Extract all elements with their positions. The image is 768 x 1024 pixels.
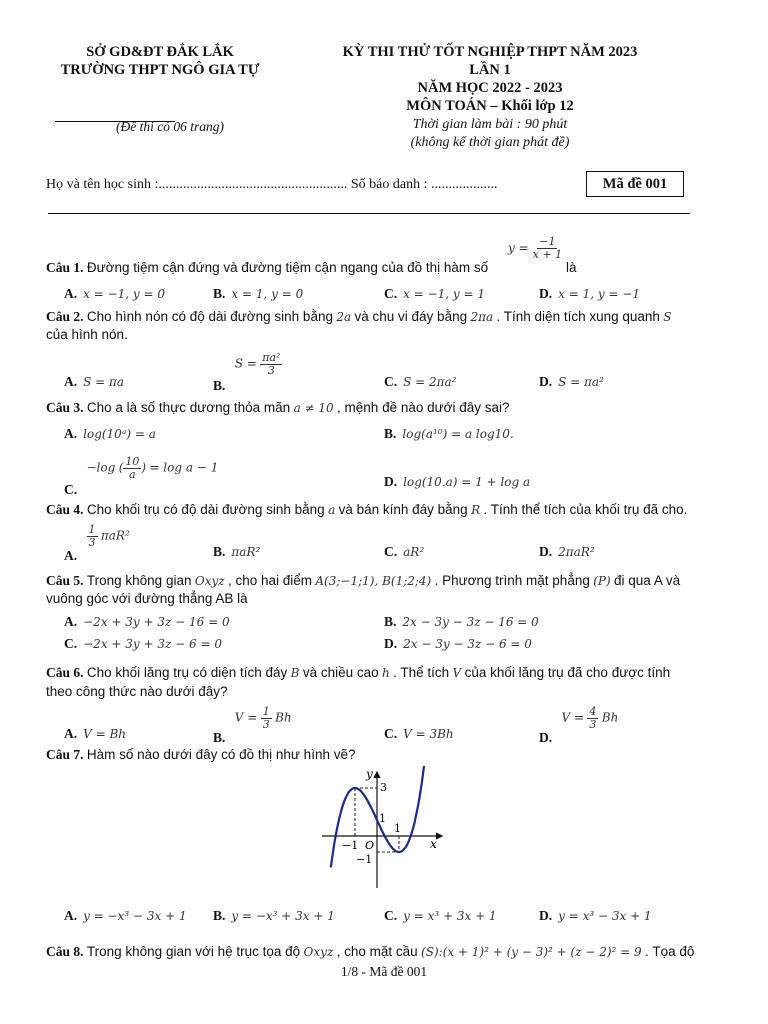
q1-option-b[interactable]: B. x = 1, y = 0 bbox=[213, 286, 304, 301]
q6-option-b[interactable]: B. V = $\frac{1}{3}$ Bh bbox=[213, 705, 292, 745]
question-5-line2: vuông góc với đường thẳng AB là bbox=[46, 591, 248, 606]
dept-name: SỞ GD&ĐT ĐẮK LẮK bbox=[86, 44, 234, 60]
question-1-text: Đường tiệm cận đứng và đường tiệm cận ngang của đồ thị hàm số bbox=[86, 260, 489, 275]
question-2-line2: của hình nón. bbox=[46, 327, 128, 342]
q4-option-c[interactable]: C. aR² bbox=[384, 544, 425, 559]
exam-title: KỲ THI THỬ TỐT NGHIỆP THPT NĂM 2023 bbox=[342, 44, 638, 60]
q5-option-a[interactable]: A. −2x + 3y + 3z − 16 = 0 bbox=[64, 614, 230, 629]
q6-option-d[interactable]: D. V = $\frac{4}{3}$ Bh bbox=[539, 705, 619, 745]
graph-label-origin: O bbox=[365, 839, 375, 852]
graph-label-x: x bbox=[430, 837, 437, 851]
school-year: NĂM HỌC 2022 - 2023 bbox=[417, 80, 563, 96]
q3-option-c[interactable]: C. −log ( $\frac{10}{a}$ ) = log a − 1 bbox=[64, 455, 219, 497]
q1-option-d[interactable]: D. x = 1, y = −1 bbox=[539, 286, 640, 301]
q6-option-a[interactable]: A. V = Bh bbox=[64, 726, 127, 741]
pages-note: (Đề thi có 06 trang) bbox=[116, 119, 224, 134]
question-8: Câu 8. Trong không gian với hệ trục tọa độ Oxyz , cho mặt cầu (S):(x + 1)² + (y − 3)² + (z − 2)² = 9 . Tọa độ bbox=[46, 944, 695, 959]
q5-option-d[interactable]: D. 2x − 3y − 3z − 6 = 0 bbox=[384, 636, 532, 651]
student-info-line: Họ và tên học sinh :...................................................... Số báo danh : ................... bbox=[46, 177, 498, 192]
question-4: Câu 4. Cho khối trụ có độ dài đường sinh bằng a và bán kính đáy bằng R . Tính thể tích của khối trụ đã cho. bbox=[46, 502, 688, 517]
q7-option-d[interactable]: D. y = x³ − 3x + 1 bbox=[539, 908, 652, 923]
q4-option-b[interactable]: B. πaR² bbox=[213, 544, 261, 559]
question-7: Câu 7. Hàm số nào dưới đây có đồ thị như hình vẽ? bbox=[46, 747, 356, 762]
question-1-label: Câu 1. bbox=[46, 260, 84, 275]
question-3: Câu 3. Cho a là số thực dương thỏa mãn a ≠ 10 , mệnh đề nào dưới đây sai? bbox=[46, 400, 510, 415]
subject: MÔN TOÁN – Khối lớp 12 bbox=[406, 98, 574, 114]
q2-option-b[interactable]: B. S = $\frac{\text{πa²}}{3}$ bbox=[213, 351, 281, 393]
page-footer: 1/8 - Mã đề 001 bbox=[340, 964, 428, 979]
q2-option-a[interactable]: A. S = πa bbox=[64, 374, 125, 389]
duration-note: (không kể thời gian phát đề) bbox=[410, 135, 570, 150]
q1-option-a[interactable]: A. x = −1, y = 0 bbox=[64, 286, 165, 301]
question-6: Câu 6. Cho khối lăng trụ có diện tích đáy B và chiều cao h . Thể tích V của khối lăng trụ đã cho được tính bbox=[46, 665, 671, 680]
question-1-tail: là bbox=[566, 260, 577, 275]
q7-graph bbox=[318, 766, 446, 890]
q2-option-d[interactable]: D. S = πa² bbox=[539, 374, 604, 389]
q7-option-c[interactable]: C. y = x³ + 3x + 1 bbox=[384, 908, 497, 923]
q2-option-c[interactable]: C. S = 2πa² bbox=[384, 374, 457, 389]
q3-option-a[interactable]: A. log(10ᵃ) = a bbox=[64, 426, 156, 441]
graph-label-neg1y: −1 bbox=[356, 853, 373, 866]
exam-code-box bbox=[586, 171, 684, 197]
q5-option-c[interactable]: C. −2x + 3y + 3z − 6 = 0 bbox=[64, 636, 222, 651]
question-1 bbox=[46, 260, 488, 276]
question-5: Câu 5. Trong không gian Oxyz , cho hai điểm A(3;−1;1), B(1;2;4) . Phương trình mặt phẳng (P) đi qua A và bbox=[46, 573, 681, 588]
question-2: Câu 2. Cho hình nón có độ dài đường sinh bằng 2a và chu vi đáy bằng 2πa . Tính diện tích xung quanh S bbox=[46, 309, 672, 324]
graph-label-3: 3 bbox=[380, 781, 387, 794]
q4-option-a[interactable]: A. $\frac{1}{3}$ πaR² bbox=[64, 523, 130, 563]
q3-option-b[interactable]: B. log(a¹⁰) = a log10. bbox=[384, 426, 514, 441]
duration: Thời gian làm bài : 90 phút bbox=[412, 117, 568, 132]
exam-round: LẦN 1 bbox=[469, 62, 511, 78]
question-6-line2: theo công thức nào dưới đây? bbox=[46, 684, 228, 699]
q3-option-d[interactable]: D. log(10.a) = 1 + log a bbox=[384, 474, 531, 489]
q4-option-d[interactable]: D. 2πaR² bbox=[539, 544, 595, 559]
q6-option-c[interactable]: C. V = 3Bh bbox=[384, 726, 454, 741]
question-1-formula: y = $\frac{-1}{x + 1}$ bbox=[508, 235, 563, 261]
graph-label-y: y bbox=[366, 767, 373, 781]
graph-label-neg1x: −1 bbox=[342, 839, 359, 852]
exam-code: Mã đề 001 bbox=[602, 175, 668, 192]
graph-label-1x: 1 bbox=[394, 822, 401, 835]
header-rule bbox=[48, 213, 690, 214]
q5-option-b[interactable]: B. 2x − 3y − 3z − 16 = 0 bbox=[384, 614, 539, 629]
school-name: TRƯỜNG THPT NGÔ GIA TỰ bbox=[60, 62, 260, 78]
graph-label-1y: 1 bbox=[379, 812, 386, 825]
q7-option-b[interactable]: B. y = −x³ + 3x + 1 bbox=[213, 908, 335, 923]
q1-option-c[interactable]: C. x = −1, y = 1 bbox=[384, 286, 485, 301]
q7-option-a[interactable]: A. y = −x³ − 3x + 1 bbox=[64, 908, 187, 923]
